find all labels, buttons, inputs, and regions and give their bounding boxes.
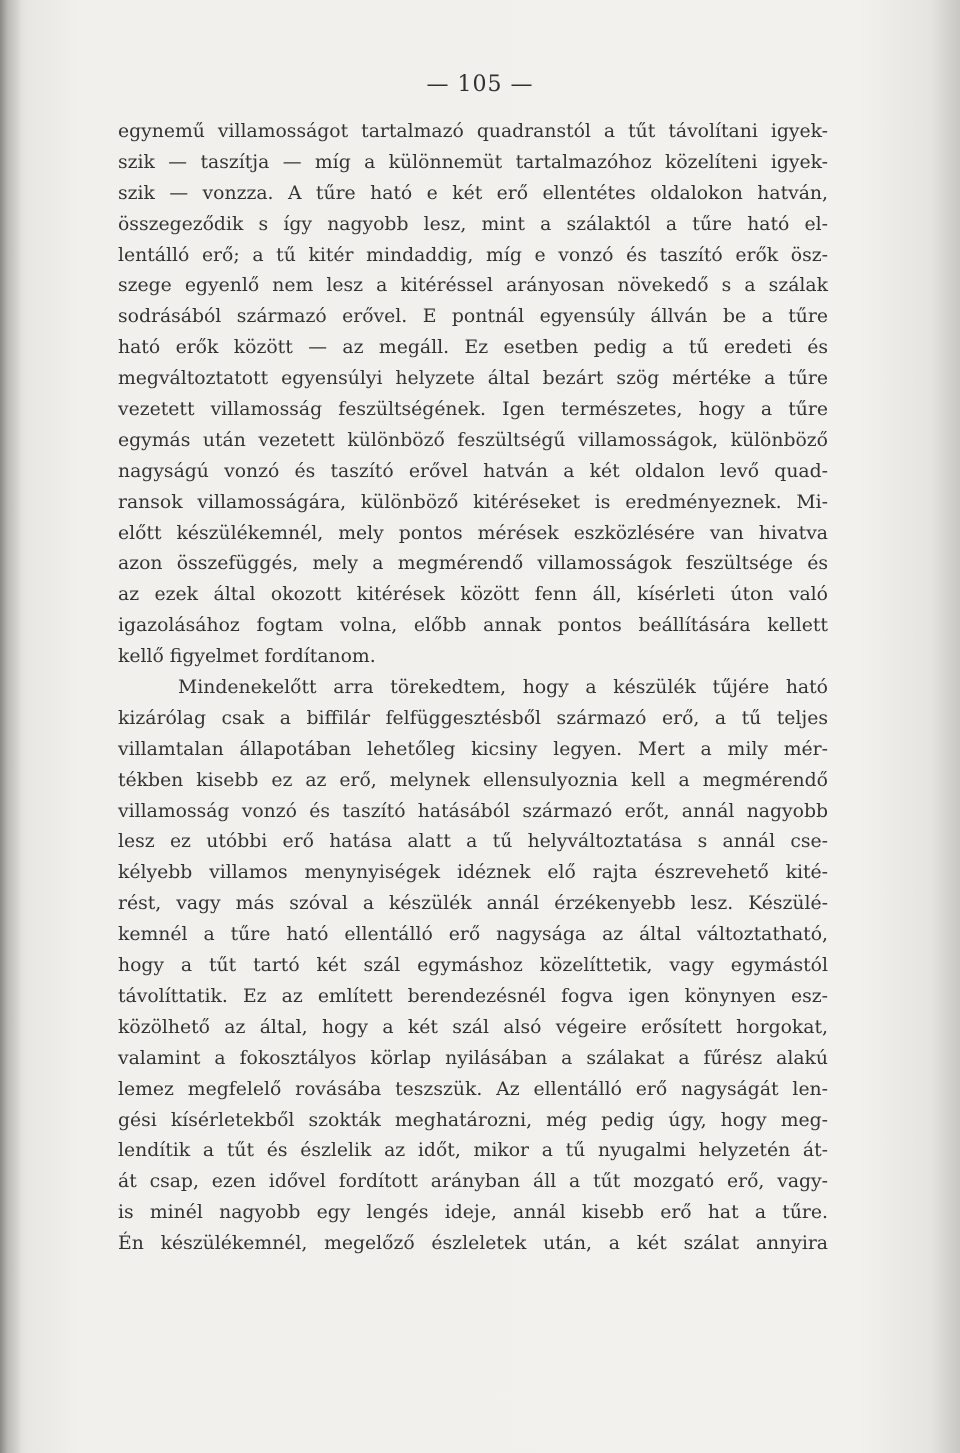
text-line: nagyságú vonzó és taszító erővel hatván a két oldalon levő quad-: [118, 460, 828, 482]
text-line: villamtalan állapotában lehetőleg kicsiny legyen. Mert a mily mér-: [118, 738, 828, 760]
text-line: lendítik a tűt és észlelik az időt, mikor a tű nyugalmi helyzetén át-: [118, 1140, 828, 1162]
paragraph-start-line: Mindenekelőtt arra törekedtem, hogy a készülék tűjére ható: [178, 677, 828, 699]
text-line: kellő figyelmet fordítanom.: [118, 646, 376, 668]
text-line: hogy a tűt tartó két szál egymáshoz közelíttetik, vagy egymástól: [118, 955, 828, 977]
text-line: valamint a fokosztályos körlap nyilásában a szálakat a fűrész alakú: [118, 1047, 828, 1069]
binding-shadow: [0, 0, 22, 1453]
text-line: megváltoztatott egyensúlyi helyzete által bezárt szög mértéke a tűre: [118, 368, 828, 390]
text-line: kemnél a tűre ható ellentálló erő nagysága az által változtatható,: [118, 924, 828, 946]
text-line: kizárólag csak a biffilár felfüggesztésből származó erő, a tű teljes: [118, 707, 828, 729]
text-line: ransok villamosságára, különböző kitéréseket is eredményeznek. Mi-: [118, 491, 828, 513]
text-line: szik — vonzza. A tűre ható e két erő ellentétes oldalokon hatván,: [118, 182, 828, 204]
text-line: közölhető az által, hogy a két szál alsó végeire erősített horgokat,: [118, 1016, 828, 1038]
text-line: szik — taszítja — míg a különnemüt tartalmazóhoz közelíteni igyek-: [118, 151, 828, 173]
text-line: tékben kisebb ez az erő, melynek ellensulyoznia kell a megmérendő: [118, 769, 828, 791]
text-line: egynemű villamosságot tartalmazó quadranstól a tűt távolítani igyek-: [118, 121, 828, 142]
text-line: Én készülékemnél, megelőző észleletek után, a két szálat annyira: [118, 1233, 828, 1255]
text-line: lentálló erő; a tű kitér mindaddig, míg e vonzó és taszító erők ösz-: [118, 244, 828, 266]
text-line: is minél nagyobb egy lengés ideje, annál kisebb erő hat a tűre.: [118, 1202, 828, 1224]
text-line: gési kísérletekből szokták meghatározni, még pedig úgy, hogy meg-: [118, 1109, 828, 1131]
text-line: vezetett villamosság feszültségének. Igen természetes, hogy a tűre: [118, 399, 828, 421]
text-line: távolíttatik. Ez az említett berendezésnél fogva igen könynyen esz-: [118, 985, 828, 1007]
text-line: lemez megfelelő rovásába teszszük. Az ellentálló erő nagyságát len-: [118, 1078, 828, 1100]
text-line: lesz ez utóbbi erő hatása alatt a tű helyváltoztatása s annál cse-: [118, 831, 828, 853]
text-line: előtt készülékemnél, mely pontos mérések eszközlésére van hivatva: [118, 522, 828, 544]
text-line: igazolásához fogtam volna, előbb annak pontos beállítására kellett: [118, 615, 828, 637]
text-line: ható erők között — az megáll. Ez esetben pedig a tű eredeti és: [118, 337, 828, 359]
text-line: rést, vagy más szóval a készülék annál érzékenyebb lesz. Készülé-: [118, 893, 828, 915]
text-line: az ezek által okozott kitérések között fenn áll, kísérleti úton való: [118, 584, 828, 606]
text-line: kélyebb villamos menynyiségek idéznek elő rajta észrevehető kité-: [118, 862, 828, 884]
body-text: [118, 117, 828, 1260]
text-line: villamosság vonzó és taszító hatásából származó erőt, annál nagyobb: [118, 800, 828, 822]
text-line: azon összefüggés, mely a megmérendő villamosságok feszültsége és: [118, 553, 828, 575]
text-line: szege egyenlő nem lesz a kitéréssel arányosan növekedő s a szálak: [118, 275, 828, 297]
text-line: át csap, ezen idővel fordított arányban áll a tűt mozgató erő, vagy-: [118, 1171, 828, 1193]
text-line: egymás után vezetett különböző feszültségű villamosságok, különböző: [118, 429, 828, 451]
text-line: összegeződik s így nagyobb lesz, mint a szálaktól a tűre ható el-: [118, 213, 828, 235]
page-number: — 105 —: [426, 72, 534, 97]
text-line: sodrásából származó erővel. E pontnál egyensúly állván be a tűre: [118, 306, 828, 328]
